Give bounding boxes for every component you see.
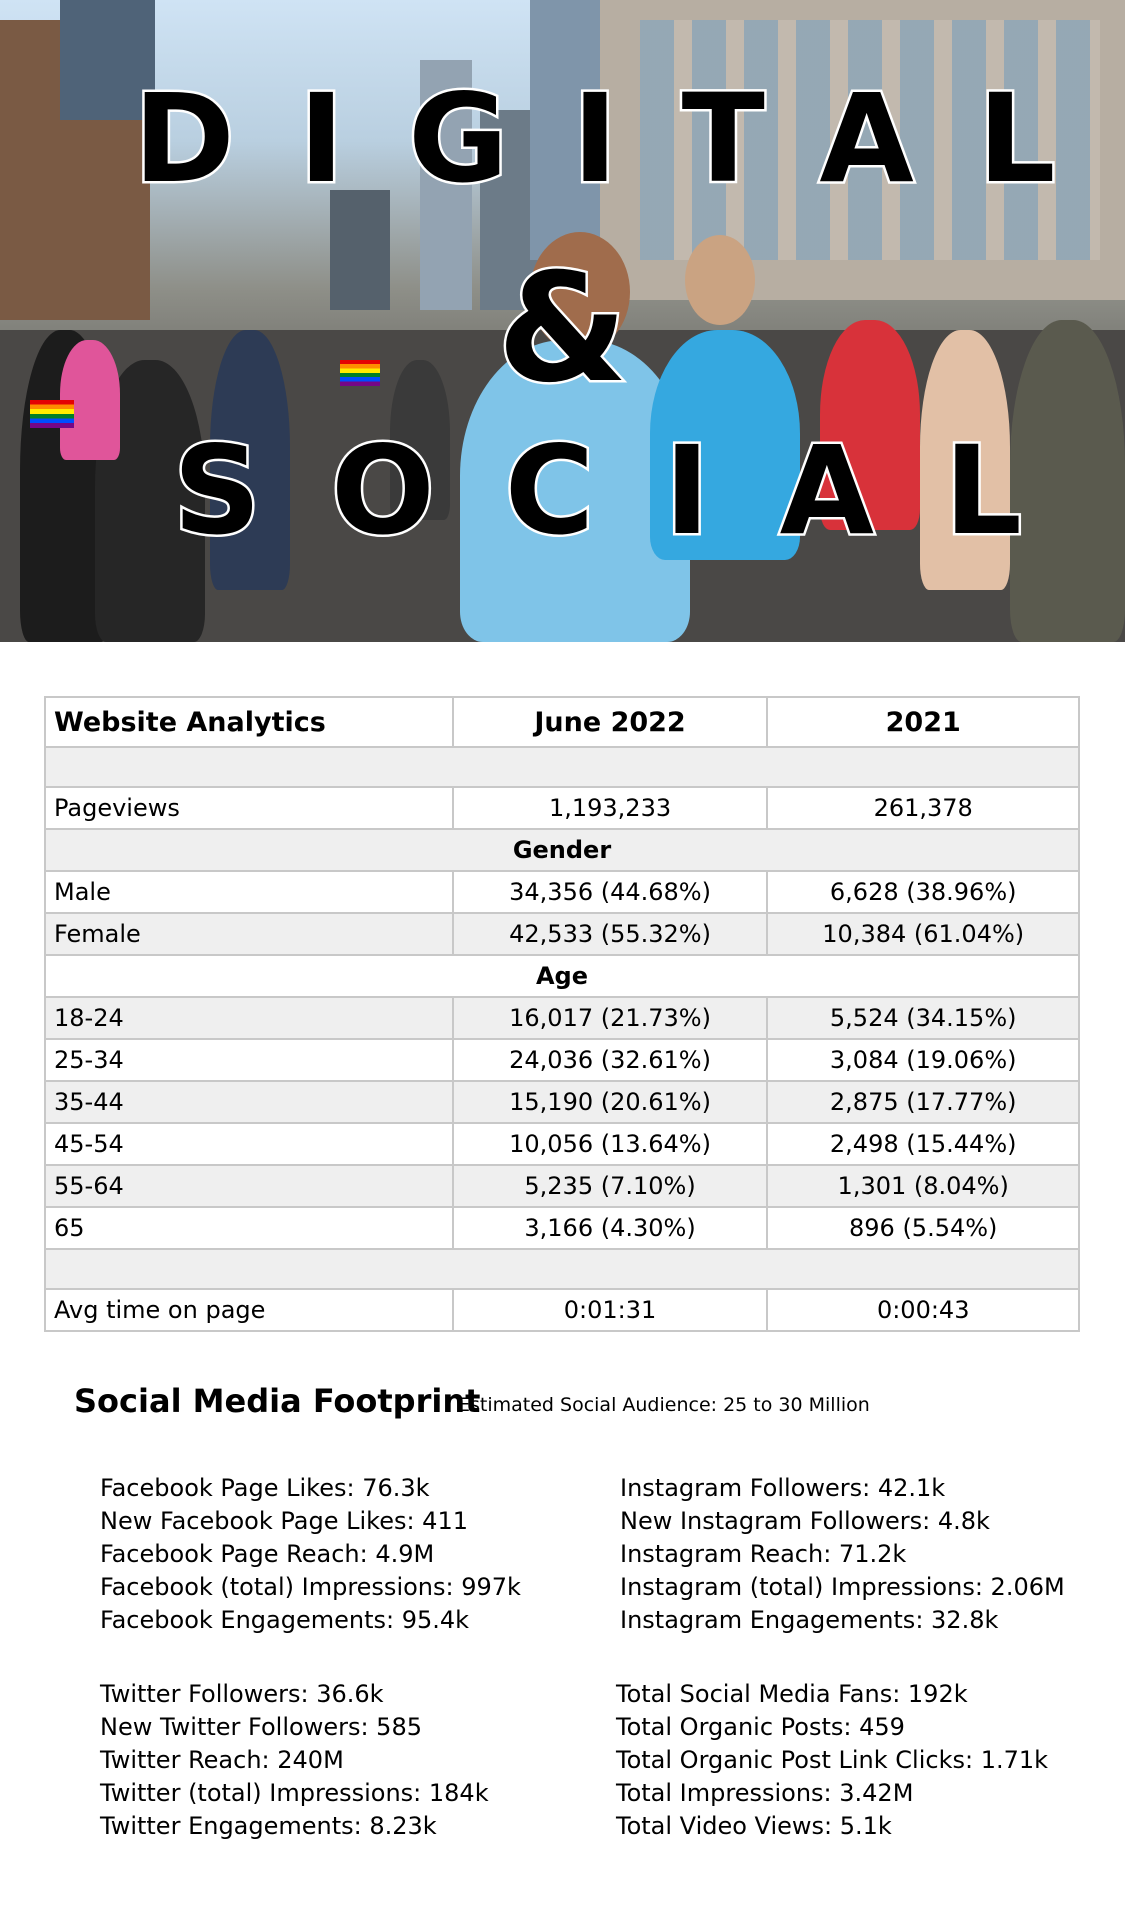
stat-line: Twitter Followers: 36.6k — [100, 1680, 384, 1708]
table-cell: 896 (5.54%) — [767, 1207, 1079, 1249]
stat-line: Facebook (total) Impressions: 997k — [100, 1573, 521, 1601]
table-row — [45, 787, 1079, 829]
total-stats — [616, 1678, 1048, 1843]
social-media-subtitle: Estimated Social Audience: 25 to 30 Million — [458, 1394, 870, 1416]
table-row — [45, 1123, 1079, 1165]
table-cell: 55-64 — [45, 1165, 453, 1207]
table-cell: Pageviews — [45, 787, 453, 829]
table-cell: 2,875 (17.77%) — [767, 1081, 1079, 1123]
table-header-cell: June 2022 — [453, 697, 768, 747]
facebook-stats — [100, 1472, 521, 1637]
stat-line: Facebook Engagements: 95.4k — [100, 1606, 470, 1634]
table-cell: 15,190 (20.61%) — [453, 1081, 768, 1123]
stat-line: New Twitter Followers: 585 — [100, 1713, 422, 1741]
table-row — [45, 913, 1079, 955]
stat-line: Total Organic Post Link Clicks: 1.71k — [616, 1746, 1049, 1774]
stat-line: Total Social Media Fans: 192k — [616, 1680, 968, 1708]
table-cell: 16,017 (21.73%) — [453, 997, 768, 1039]
table-spacer-row — [45, 1249, 1079, 1289]
section-label: Age — [45, 955, 1079, 997]
table-cell: Avg time on page — [45, 1289, 453, 1331]
table-row — [45, 1081, 1079, 1123]
table-header-cell: 2021 — [767, 697, 1079, 747]
table-row — [45, 997, 1079, 1039]
website-analytics-table — [44, 696, 1080, 1332]
section-row-gender — [45, 829, 1079, 871]
stat-line: Instagram (total) Impressions: 2.06M — [620, 1573, 1065, 1601]
table-row — [45, 871, 1079, 913]
section-row-age — [45, 955, 1079, 997]
table-cell: 2,498 (15.44%) — [767, 1123, 1079, 1165]
stat-line: Total Impressions: 3.42M — [616, 1779, 914, 1807]
stat-line: Twitter Reach: 240M — [100, 1746, 344, 1774]
table-cell: 65 — [45, 1207, 453, 1249]
table-row — [45, 1207, 1079, 1249]
stat-line: Facebook Page Likes: 76.3k — [100, 1474, 430, 1502]
table-cell: 25-34 — [45, 1039, 453, 1081]
table-cell: 1,301 (8.04%) — [767, 1165, 1079, 1207]
stat-line: New Instagram Followers: 4.8k — [620, 1507, 990, 1535]
table-cell: 34,356 (44.68%) — [453, 871, 768, 913]
table-cell: 42,533 (55.32%) — [453, 913, 768, 955]
table-cell: Female — [45, 913, 453, 955]
stat-line: New Facebook Page Likes: 411 — [100, 1507, 468, 1535]
hero-photo — [0, 0, 1125, 642]
table-cell: 261,378 — [767, 787, 1079, 829]
table-cell: 0:01:31 — [453, 1289, 768, 1331]
stat-line: Twitter Engagements: 8.23k — [100, 1812, 437, 1840]
stat-line: Total Video Views: 5.1k — [616, 1812, 892, 1840]
twitter-stats — [100, 1678, 489, 1843]
stat-line: Twitter (total) Impressions: 184k — [100, 1779, 489, 1807]
table-cell: 5,235 (7.10%) — [453, 1165, 768, 1207]
table-cell: 45-54 — [45, 1123, 453, 1165]
table-cell: 18-24 — [45, 997, 453, 1039]
table-header-cell: Website Analytics — [45, 697, 453, 747]
table-cell: 0:00:43 — [767, 1289, 1079, 1331]
table-cell: 5,524 (34.15%) — [767, 997, 1079, 1039]
stat-line: Facebook Page Reach: 4.9M — [100, 1540, 435, 1568]
table-cell: Male — [45, 871, 453, 913]
hero-title-digital: DIGITAL — [133, 68, 1120, 210]
table-cell: 24,036 (32.61%) — [453, 1039, 768, 1081]
table-cell: 3,084 (19.06%) — [767, 1039, 1079, 1081]
stat-line: Instagram Reach: 71.2k — [620, 1540, 907, 1568]
table-spacer-row — [45, 747, 1079, 787]
table-cell: 35-44 — [45, 1081, 453, 1123]
table-cell: 6,628 (38.96%) — [767, 871, 1079, 913]
section-label: Gender — [45, 829, 1079, 871]
table-cell: 10,384 (61.04%) — [767, 913, 1079, 955]
hero-title-ampersand: & — [497, 242, 628, 416]
stat-line: Total Organic Posts: 459 — [616, 1713, 905, 1741]
social-media-title: Social Media Footprint — [74, 1382, 481, 1420]
table-cell: 10,056 (13.64%) — [453, 1123, 768, 1165]
table-row — [45, 1039, 1079, 1081]
table-cell: 3,166 (4.30%) — [453, 1207, 768, 1249]
stat-line: Instagram Engagements: 32.8k — [620, 1606, 999, 1634]
instagram-stats — [620, 1472, 1065, 1637]
hero-title-social: SOCIAL — [173, 420, 1092, 562]
table-header-row — [45, 697, 1079, 747]
table-row — [45, 1165, 1079, 1207]
stat-line: Instagram Followers: 42.1k — [620, 1474, 946, 1502]
table-cell: 1,193,233 — [453, 787, 768, 829]
table-row — [45, 1289, 1079, 1331]
